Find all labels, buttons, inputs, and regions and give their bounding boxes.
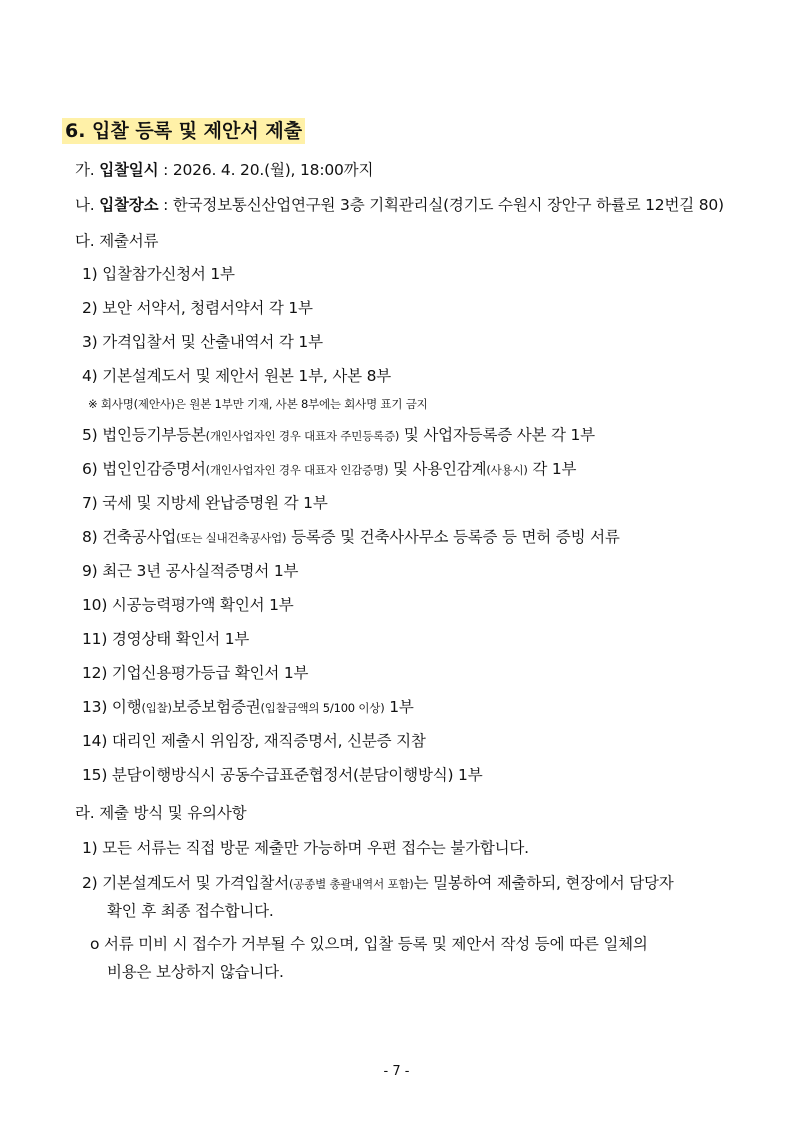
list-item: 1) 모든 서류는 직접 방문 제출만 가능하며 우편 접수는 불가합니다. [82, 839, 529, 857]
item-marker: 가. [75, 161, 95, 179]
section-heading: 6. 입찰 등록 및 제안서 제출 [62, 118, 305, 144]
list-item: 5) 법인등기부등본(개인사업자인 경우 대표자 주민등록증) 및 사업자등록증 사본 각 1부 [82, 426, 595, 444]
list-item-continuation: 확인 후 최종 접수합니다. [107, 902, 274, 920]
bullet-item: o 서류 미비 시 접수가 거부될 수 있으며, 입찰 등록 및 제안서 작성 등에 따른 일체의 [90, 935, 648, 953]
item-marker: 나. [75, 196, 95, 214]
bullet-item-continuation: 비용은 보상하지 않습니다. [107, 963, 284, 981]
list-item: 4) 기본설계도서 및 제안서 원본 1부, 사본 8부 [82, 367, 392, 385]
list-item: 11) 경영상태 확인서 1부 [82, 630, 250, 648]
submission-rules-title: 라. 제출 방식 및 유의사항 [75, 804, 247, 822]
bid-datetime-label: 입찰일시 [99, 161, 159, 179]
list-item: 15) 분담이행방식시 공동수급표준협정서(분담이행방식) 1부 [82, 766, 483, 784]
page-number: - 7 - [383, 1064, 410, 1079]
bid-location-line [75, 195, 724, 215]
bid-location-label: 입찰장소 [99, 196, 159, 214]
separator: : [158, 161, 173, 179]
list-item: 6) 법인인감증명서(개인사업자인 경우 대표자 인감증명) 및 사용인감계(사용시) 각 1부 [82, 460, 577, 478]
list-item: 13) 이행(입찰)보증보험증권(입찰금액의 5/100 이상) 1부 [82, 698, 414, 716]
bid-datetime-line [75, 160, 373, 180]
list-item: 8) 건축공사업(또는 실내건축공사업) 등록증 및 건축사사무소 등록증 등 면허 증빙 서류 [82, 528, 620, 546]
list-item: 9) 최근 3년 공사실적증명서 1부 [82, 562, 299, 580]
list-item: 2) 기본설계도서 및 가격입찰서(공종별 총괄내역서 포함)는 밀봉하여 제출하되, 현장에서 담당자 [82, 874, 674, 892]
list-item: 14) 대리인 제출시 위임장, 재직증명서, 신분증 지참 [82, 732, 426, 750]
list-item: 3) 가격입찰서 및 산출내역서 각 1부 [82, 333, 323, 351]
bid-location-value: 한국정보통신산업연구원 3층 기획관리실(경기도 수원시 장안구 하률로 12번길 80) [172, 196, 724, 214]
bid-datetime-value: 2026. 4. 20.(월), 18:00까지 [172, 161, 374, 179]
list-item: 2) 보안 서약서, 청렴서약서 각 1부 [82, 299, 313, 317]
list-item: 7) 국세 및 지방세 완납증명원 각 1부 [82, 494, 328, 512]
documents-title: 다. 제출서류 [75, 232, 159, 250]
separator: : [158, 196, 173, 214]
list-item: 12) 기업신용평가등급 확인서 1부 [82, 664, 309, 682]
note-text: ※ 회사명(제안사)은 원본 1부만 기재, 사본 8부에는 회사명 표기 금지 [88, 397, 428, 411]
list-item: 10) 시공능력평가액 확인서 1부 [82, 596, 294, 614]
bullet-marker: o [90, 935, 100, 953]
list-item: 1) 입찰참가신청서 1부 [82, 265, 235, 283]
